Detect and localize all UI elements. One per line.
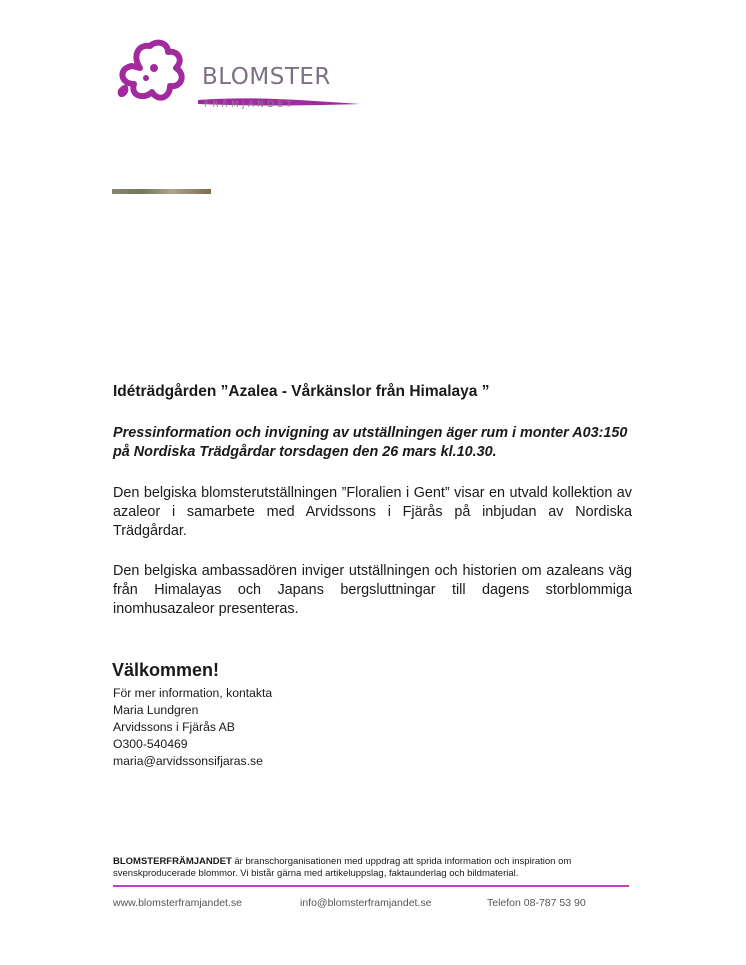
footer-org-name: BLOMSTERFRÄMJANDET (113, 856, 232, 867)
document-title: Idéträdgården ”Azalea - Vårkänslor från Himalaya ” (113, 383, 490, 400)
footer-description (113, 856, 633, 880)
contact-name: Maria Lundgren (113, 703, 199, 717)
contact-company: Arvidssons i Fjärås AB (113, 720, 235, 734)
contact-email[interactable]: maria@arvidssonsifjaras.se (113, 754, 263, 768)
blomsterframjandet-logo (110, 38, 370, 118)
footer-email-link[interactable]: info@blomsterframjandet.se (300, 897, 432, 909)
footer-divider (113, 885, 629, 887)
footer-phone: Telefon 08-787 53 90 (487, 897, 586, 909)
logo-wordmark: BLOMSTER (202, 64, 331, 90)
body-paragraph: Den belgiska blomsterutställningen ”Floralien i Gent” visar en utvald kollektion av azaleor i samarbete med Arvidssons i Fjärås på inbjudan av Nordiska Trädgårdar. (113, 485, 632, 539)
welcome-heading: Välkommen! (112, 660, 220, 680)
logo-subtitle: FRÄMJANDET (204, 100, 296, 110)
contact-block (113, 685, 272, 770)
body-paragraph: Den belgiska ambassadören inviger utställningen och historien om azaleans väg från Himalayas och Japans bergsluttningar till dagens storblommiga inomhusazaleor presenteras. (113, 563, 632, 617)
contact-phone: O300-540469 (113, 737, 188, 751)
contact-intro: För mer information, kontakta (113, 686, 273, 700)
header-photo-strip (112, 189, 211, 194)
lead-paragraph: Pressinformation och invigning av utställningen äger rum i monter A03:150 på Nordiska Trädgårdar torsdagen den 26 mars kl.10.30. (113, 425, 628, 460)
footer-website-link[interactable]: www.blomsterframjandet.se (113, 897, 242, 909)
footer-org-text: är branschorganisationen med uppdrag att sprida information och inspiration om svenskproducerade blommor. Vi bistår gärna med artikeluppslag, faktaunderlag och bildmaterial. (113, 856, 572, 879)
